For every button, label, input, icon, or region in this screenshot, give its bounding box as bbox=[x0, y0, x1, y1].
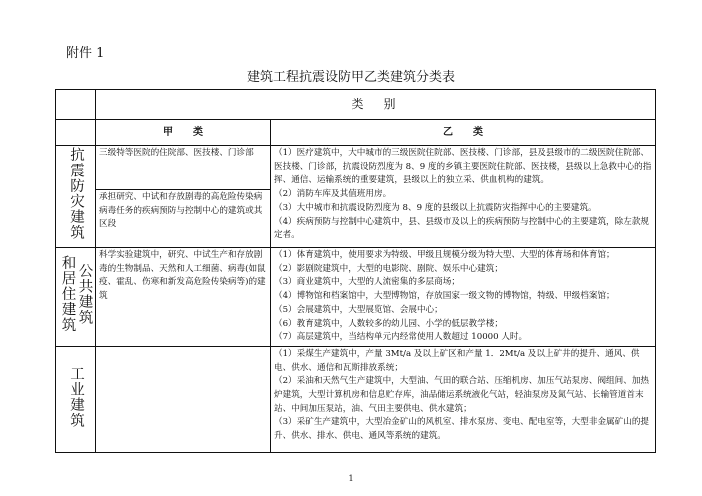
category-public-residential bbox=[56, 248, 96, 347]
category-label-right: 公共建筑 bbox=[76, 263, 93, 326]
category-disaster-prevention bbox=[56, 146, 96, 248]
class-b-header: 乙 类 bbox=[271, 120, 656, 146]
category-industrial bbox=[56, 346, 96, 452]
list-item: （5）会展建筑中，大型展览馆、会展中心； bbox=[274, 304, 443, 315]
class-a-cell: 承担研究、中试和存放剧毒的高危险传染病病毒任务的疾病预防与控制中心的建筑或其区段 bbox=[96, 190, 271, 248]
class-b-cell bbox=[271, 146, 656, 248]
class-b-cell bbox=[271, 346, 656, 452]
list-item: （1）采煤生产建筑中，产量 3Mt/a 及以上矿区和产量 1．2Mt/a 及以上矿井的提升、通风、供电、供水、通信和瓦斯排放系统； bbox=[274, 348, 640, 373]
attachment-label: 附件 1 bbox=[66, 46, 105, 61]
list-item: （3）采矿生产建筑中，大型冶金矿山的风机室、排水泵房、变电、配电室等，大型非金属矿山的提升、供水、排水、供电、通风等系统的建筑。 bbox=[274, 417, 650, 442]
corner-cell-2 bbox=[56, 120, 96, 146]
list-item: （7）高层建筑中，当结构单元内经常使用人数超过 10000 人时。 bbox=[274, 332, 528, 343]
class-a-cell: 科学实验建筑中，研究、中试生产和存放剧毒的生物制品、天然和人工细菌、病毒(如鼠疫、霍乱、伤寒和新发高危险传染病等)的建筑 bbox=[96, 248, 271, 347]
corner-cell bbox=[56, 90, 96, 120]
category-label: 工业建筑 bbox=[68, 365, 84, 428]
list-item: （6）教育建筑中，人数较多的幼儿园、小学的低层教学楼； bbox=[274, 318, 503, 329]
category-label-left: 和居住建筑 bbox=[59, 255, 76, 333]
list-item: （4）博物馆和档案馆中，大型博物馆，存放国家一级文物的博物馆，特级、甲级档案馆； bbox=[274, 291, 615, 302]
list-item: （2）消防车库及其值班用房。 bbox=[274, 189, 392, 200]
list-item: （2）影剧院建筑中，大型的电影院、剧院、娱乐中心建筑； bbox=[274, 263, 503, 274]
class-a-header: 甲 类 bbox=[96, 120, 271, 146]
list-item: （3）大中城市和抗震设防烈度为 8、9 度的县级以上抗震防灾指挥中心的主要建筑。 bbox=[274, 202, 597, 213]
list-item: （4）疾病预防与控制中心建筑中，县、县级市及以上的疾病预防与控制中心的主要建筑，除左款规定者。 bbox=[274, 216, 650, 241]
category-label: 抗震防灾建筑 bbox=[68, 147, 84, 241]
list-item: （1）医疗建筑中，大中城市的三级医院住院部、医技楼、门诊部，县及县级市的二级医院住院部、医技楼、门诊部，抗震设防烈度为 8、9 度的乡镇主要医院住院部、医技楼，县级以上急救中心的指挥、通信、运输系统的重要建筑，县级以上的独立采、供血机构的建筑。 bbox=[274, 148, 652, 186]
class-a-cell: 三级特等医院的住院部、医技楼、门诊部 bbox=[96, 146, 271, 190]
list-item: （3）商业建筑中，大型的人流密集的多层商场； bbox=[274, 277, 460, 288]
category-header: 类 别 bbox=[96, 90, 656, 120]
list-item: （1）体育建筑中，使用要求为特级、甲级且规模分级为特大型、大型的体育场和体育馆； bbox=[274, 250, 615, 260]
document-title: 建筑工程抗震设防甲乙类建筑分类表 bbox=[246, 70, 455, 85]
classification-table bbox=[55, 89, 656, 453]
list-item: （2）采油和天然气生产建筑中，大型油、气田的联合站、压缩机房、加压气站泵房、阀组间、加热炉建筑，大型计算机房和信息贮存库，油品储运系统液化气站，轻油泵房及氮气站、长输管道首末站、中间加压泵站，油、气田主要供电、供水建筑； bbox=[274, 376, 650, 414]
class-b-cell bbox=[271, 248, 656, 347]
class-a-cell bbox=[96, 346, 271, 452]
page-number: 1 bbox=[348, 474, 354, 483]
